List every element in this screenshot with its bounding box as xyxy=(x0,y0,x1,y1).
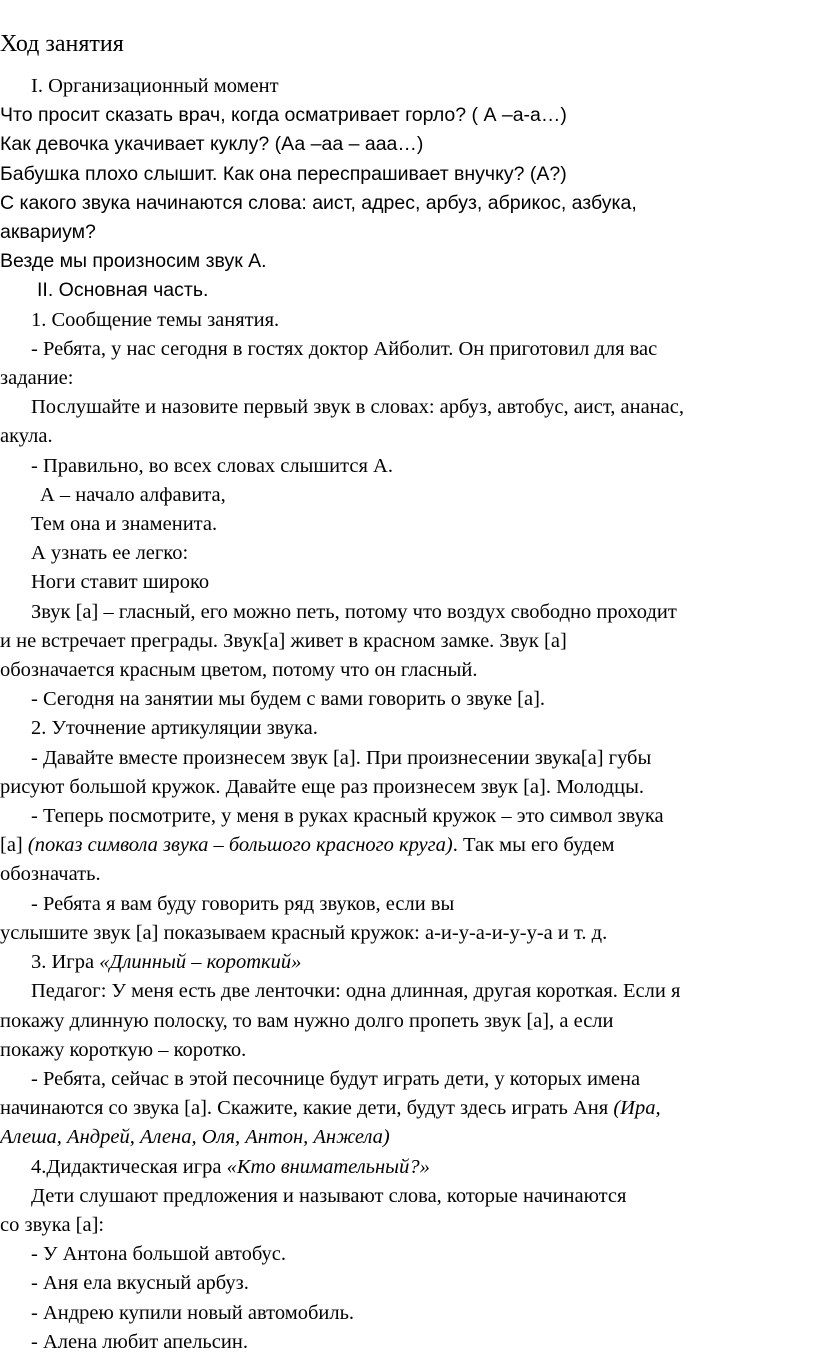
poem-line: Ноги ставит широко xyxy=(31,571,210,594)
poem-line: Тем она и знаменита. xyxy=(31,513,218,536)
question-line: аквариум? xyxy=(0,221,96,244)
paragraph-line: - Теперь посмотрите, у меня в руках красный кружок – это символ звука xyxy=(31,805,664,828)
paragraph-line: Везде мы произносим звук А. xyxy=(0,250,267,273)
list-item: - У Антона большой автобус. xyxy=(31,1243,286,1266)
italic-note: Алеша, Андрей, Алена, Оля, Антон, Анжела) xyxy=(0,1126,390,1149)
poem-line: А узнать ее легко: xyxy=(31,542,189,565)
section-heading-main: II. Основная часть. xyxy=(37,279,209,302)
paragraph-line: акула. xyxy=(0,425,53,448)
paragraph-line: со звука [а]: xyxy=(0,1213,105,1236)
paragraph-line: и не встречает преграды. Звук[а] живет в красном замке. Звук [а] xyxy=(0,629,567,652)
paragraph-line: рисуют большой кружок. Давайте еще раз произнесем звук [а]. Молодцы. xyxy=(0,775,644,798)
list-item: - Алена любит апельсин. xyxy=(31,1330,248,1353)
document-title: Ход занятия xyxy=(0,31,124,57)
question-line: Что просит сказать врач, когда осматривает горло? ( А –а-а…) xyxy=(0,104,567,127)
paragraph-line: задание: xyxy=(0,367,74,390)
paragraph-line: обозначать. xyxy=(0,863,101,886)
paragraph-line: Дети слушают предложения и называют слова, которые начинаются xyxy=(31,1184,627,1207)
paragraph-line: - Ребята, сейчас в этой песочнице будут играть дети, у которых имена xyxy=(31,1067,641,1090)
paragraph-line: - Давайте вместе произнесем звук [а]. При произнесении звука[а] губы xyxy=(31,746,652,769)
paragraph-line: услышите звук [а] показываем красный кружок: а-и-у-а-и-у-у-а и т. д. xyxy=(0,921,608,944)
paragraph-line: покажу короткую – коротко. xyxy=(0,1038,247,1061)
question-line: С какого звука начинаются слова: аист, адрес, арбуз, абрикос, азбука, xyxy=(0,191,637,214)
question-line: Бабушка плохо слышит. Как она переспрашивает внучку? (А?) xyxy=(0,162,567,185)
subsection-heading: 1. Сообщение темы занятия. xyxy=(31,308,280,331)
subsection-heading xyxy=(0,1153,816,1182)
paragraph-line: Звук [а] – гласный, его можно петь, потому что воздух свободно проходит xyxy=(31,600,677,623)
text-run: [а] xyxy=(0,834,28,857)
paragraph-line: обозначается красным цветом, потому что он гласный. xyxy=(0,659,478,682)
list-item: - Аня ела вкусный арбуз. xyxy=(31,1272,249,1295)
text-run: . Так мы его будем xyxy=(452,834,615,857)
section-heading-organizational: I. Организационный момент xyxy=(31,75,279,97)
subsection-heading xyxy=(0,948,816,977)
subsection-heading: 2. Уточнение артикуляции звука. xyxy=(31,717,318,740)
italic-note: (показ символа звука – большого красного круга) xyxy=(27,834,453,857)
paragraph-line: - Ребята, у нас сегодня в гостях доктор Айболит. Он приготовил для вас xyxy=(31,337,658,360)
game-name: «Кто внимательный?» xyxy=(226,1155,430,1178)
list-item: - Андрею купили новый автомобиль. xyxy=(31,1301,355,1324)
paragraph-line xyxy=(0,831,816,860)
game-name: «Длинный – короткий» xyxy=(99,951,302,974)
italic-note: (Ира, xyxy=(613,1097,661,1120)
document-page xyxy=(0,28,816,1357)
paragraph-line: - Сегодня на занятии мы будем с вами говорить о звуке [а]. xyxy=(31,688,546,711)
paragraph-line: покажу длинную полоску, то вам нужно долго пропеть звук [а], а если xyxy=(0,1009,614,1032)
paragraph-line: - Правильно, во всех словах слышится А. xyxy=(31,454,393,477)
text-run: 3. Игра xyxy=(31,951,100,974)
paragraph-line xyxy=(0,1123,816,1152)
paragraph-line: Педагог: У меня есть две ленточки: одна длинная, другая короткая. Если я xyxy=(31,980,681,1003)
poem-line: А – начало алфавита, xyxy=(40,483,226,506)
paragraph-line xyxy=(0,1094,816,1123)
text-run: начинаются со звука [а]. Скажите, какие дети, будут здесь играть Аня xyxy=(0,1097,614,1120)
text-run: 4.Дидактическая игра xyxy=(31,1155,227,1178)
paragraph-line: - Ребята я вам буду говорить ряд звуков, если вы xyxy=(31,892,455,915)
question-line: Как девочка укачивает куклу? (Аа –аа – ааа…) xyxy=(0,133,424,156)
paragraph-line: Послушайте и назовите первый звук в словах: арбуз, автобус, аист, ананас, xyxy=(31,396,684,419)
